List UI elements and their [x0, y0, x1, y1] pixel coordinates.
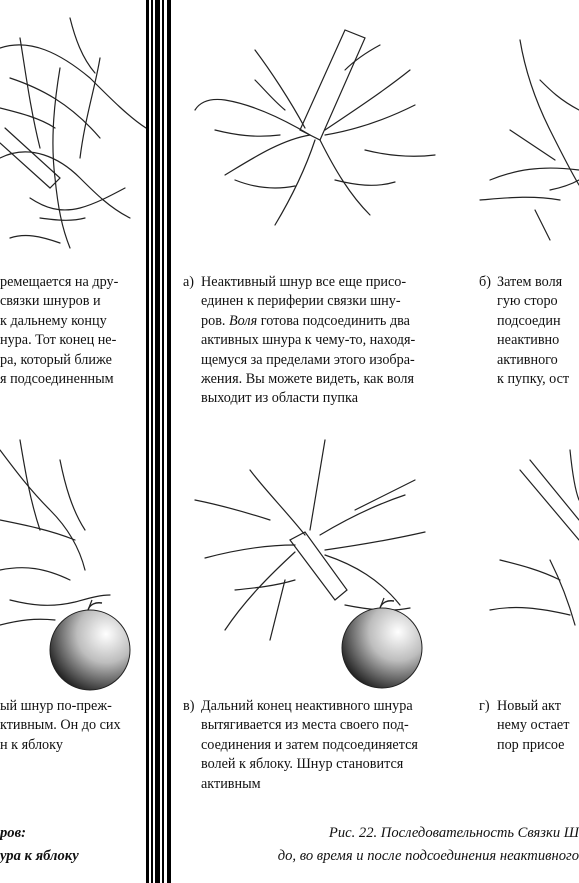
book-gutter: [146, 0, 172, 883]
caption-line: до, во время и после подсоединения неактивного: [277, 848, 579, 864]
text-line: щемуся за пределами этого изобра-: [201, 351, 415, 368]
text-line: связки шнуров и: [0, 293, 101, 310]
text-line: Новый акт: [497, 698, 561, 714]
apple-sketch-left: [48, 600, 140, 692]
text-line: я подсоединенным: [0, 371, 114, 388]
panel-c-text: [201, 697, 449, 794]
text-line: ремещается на дру-: [0, 274, 119, 290]
panel-letter-d: г): [479, 698, 490, 714]
panel-letter-c: в): [183, 698, 195, 714]
text-line: неактивно: [497, 332, 560, 349]
text-line: ра, который ближе: [0, 351, 112, 368]
cord-bundle-sketch-a: [195, 10, 445, 240]
text-line: нура. Тот конец не-: [0, 332, 117, 349]
caption-line: Рис. 22. Последовательность Связки Ш: [328, 825, 579, 841]
caption-line: ура к яблоку: [0, 848, 79, 864]
apple-sketch-c: [340, 598, 432, 690]
text-line: волей к яблоку. Шнур становится: [201, 756, 404, 773]
text-line: активных шнура к чему-то, находя-: [201, 332, 416, 349]
text-line: ый шнур по-преж-: [0, 698, 112, 714]
text-line: активного: [497, 351, 558, 368]
text-line: гую сторо: [497, 293, 558, 310]
panel-d-text: [497, 697, 579, 755]
panel-b-text: [497, 273, 579, 389]
panel-letter-a: а): [183, 274, 195, 290]
cord-bundle-sketch-left-top: [0, 8, 146, 258]
text-line: активным: [201, 775, 261, 792]
left-caption: [0, 822, 79, 868]
text-line: Затем воля: [497, 274, 563, 290]
text-line: подсоедин: [497, 312, 561, 329]
text-line: единен к периферии связки шну-: [201, 293, 401, 310]
text-line: н к яблоку: [0, 736, 63, 753]
text-line: Дальний конец неактивного шнура: [201, 698, 413, 714]
left-top-paragraph: [0, 273, 142, 389]
text-line: пор присое: [497, 736, 565, 753]
figure-caption: [278, 822, 579, 868]
text-line: Неактивный шнур все еще присо-: [201, 274, 407, 290]
text-line: соединения и затем подсоединяется: [201, 736, 418, 753]
text-line: ров. Воля готова подсоединить два: [201, 312, 410, 329]
cord-bundle-sketch-b: [480, 20, 579, 240]
text-line: к дальнему концу: [0, 312, 107, 329]
caption-line: ров:: [0, 825, 26, 841]
text-line: вытягивается из места своего под-: [201, 717, 409, 734]
text-line: выходит из области пупка: [201, 390, 358, 407]
panel-letter-b: б): [479, 274, 491, 290]
text-line: ктивным. Он до сих: [0, 717, 121, 734]
text-line: жения. Вы можете видеть, как воля: [201, 371, 415, 388]
cord-bundle-sketch-d: [490, 440, 579, 650]
text-line: нему остает: [497, 717, 570, 734]
panel-a-text: [201, 273, 449, 409]
left-bottom-paragraph: [0, 697, 142, 755]
text-line: к пупку, ост: [497, 371, 570, 388]
